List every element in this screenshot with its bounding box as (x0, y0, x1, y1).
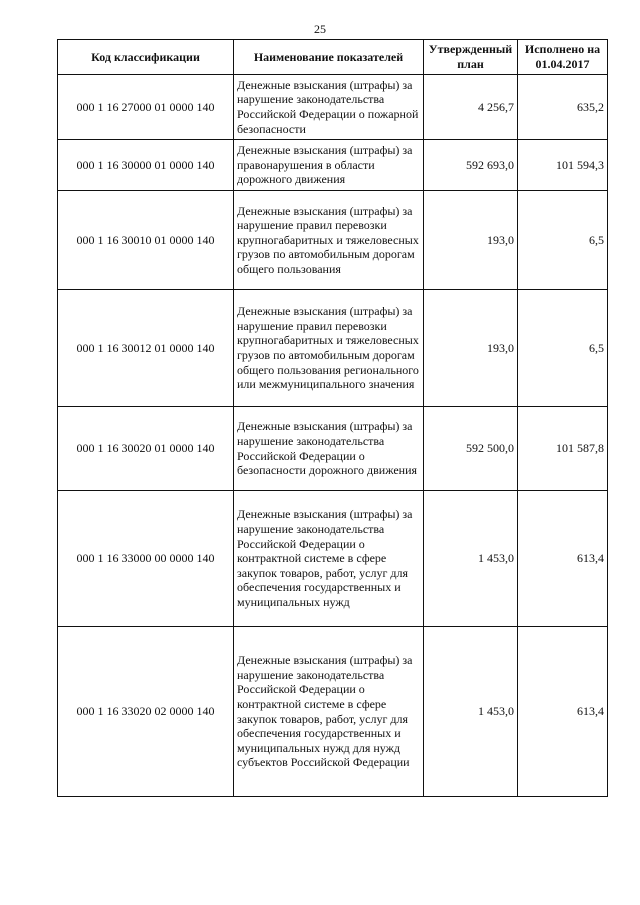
classification-code: 000 1 16 27000 01 0000 140 (58, 75, 234, 140)
executed-amount: 101 587,8 (518, 407, 608, 491)
classification-code: 000 1 16 33020 02 0000 140 (58, 627, 234, 797)
table-row (58, 290, 608, 407)
table-row (58, 75, 608, 140)
executed-amount: 613,4 (518, 627, 608, 797)
approved-plan: 592 500,0 (424, 407, 518, 491)
table-row (58, 140, 608, 191)
executed-amount: 613,4 (518, 491, 608, 627)
budget-table (57, 39, 608, 797)
table-header-row (58, 40, 608, 75)
classification-code: 000 1 16 30020 01 0000 140 (58, 407, 234, 491)
approved-plan: 193,0 (424, 191, 518, 290)
table-row (58, 627, 608, 797)
header-code: Код классификации (58, 40, 234, 75)
approved-plan: 4 256,7 (424, 75, 518, 140)
approved-plan: 193,0 (424, 290, 518, 407)
classification-code: 000 1 16 30012 01 0000 140 (58, 290, 234, 407)
header-executed: Исполнено на 01.04.2017 (518, 40, 608, 75)
table-row (58, 491, 608, 627)
indicator-name: Денежные взыскания (штрафы) за нарушение правил перевозки крупногабаритных и тяжеловесных грузов по автомобильным дорогам общего пользования регионального или межмуниципального значения (234, 290, 424, 407)
executed-amount: 6,5 (518, 290, 608, 407)
approved-plan: 1 453,0 (424, 491, 518, 627)
table-row (58, 407, 608, 491)
classification-code: 000 1 16 33000 00 0000 140 (58, 491, 234, 627)
table-row (58, 191, 608, 290)
approved-plan: 592 693,0 (424, 140, 518, 191)
indicator-name: Денежные взыскания (штрафы) за нарушение правил перевозки крупногабаритных и тяжеловесных грузов по автомобильным дорогам общего пользования (234, 191, 424, 290)
indicator-name: Денежные взыскания (штрафы) за правонарушения в области дорожного движения (234, 140, 424, 191)
indicator-name: Денежные взыскания (штрафы) за нарушение законодательства Российской Федерации о безопасности дорожного движения (234, 407, 424, 491)
indicator-name: Денежные взыскания (штрафы) за нарушение законодательства Российской Федерации о контрактной системе в сфере закупок товаров, работ, услуг для обеспечения государственных и муниципальных нужд (234, 491, 424, 627)
header-name: Наименование показателей (234, 40, 424, 75)
executed-amount: 635,2 (518, 75, 608, 140)
page-number: 25 (314, 22, 326, 36)
indicator-name: Денежные взыскания (штрафы) за нарушение законодательства Российской Федерации о пожарной безопасности (234, 75, 424, 140)
executed-amount: 101 594,3 (518, 140, 608, 191)
approved-plan: 1 453,0 (424, 627, 518, 797)
classification-code: 000 1 16 30000 01 0000 140 (58, 140, 234, 191)
executed-amount: 6,5 (518, 191, 608, 290)
indicator-name: Денежные взыскания (штрафы) за нарушение законодательства Российской Федерации о контрактной системе в сфере закупок товаров, работ, услуг для обеспечения государственных и муниципальных нужд для нужд субъектов Российской Федерации (234, 627, 424, 797)
classification-code: 000 1 16 30010 01 0000 140 (58, 191, 234, 290)
header-plan: Утвержденный план (424, 40, 518, 75)
